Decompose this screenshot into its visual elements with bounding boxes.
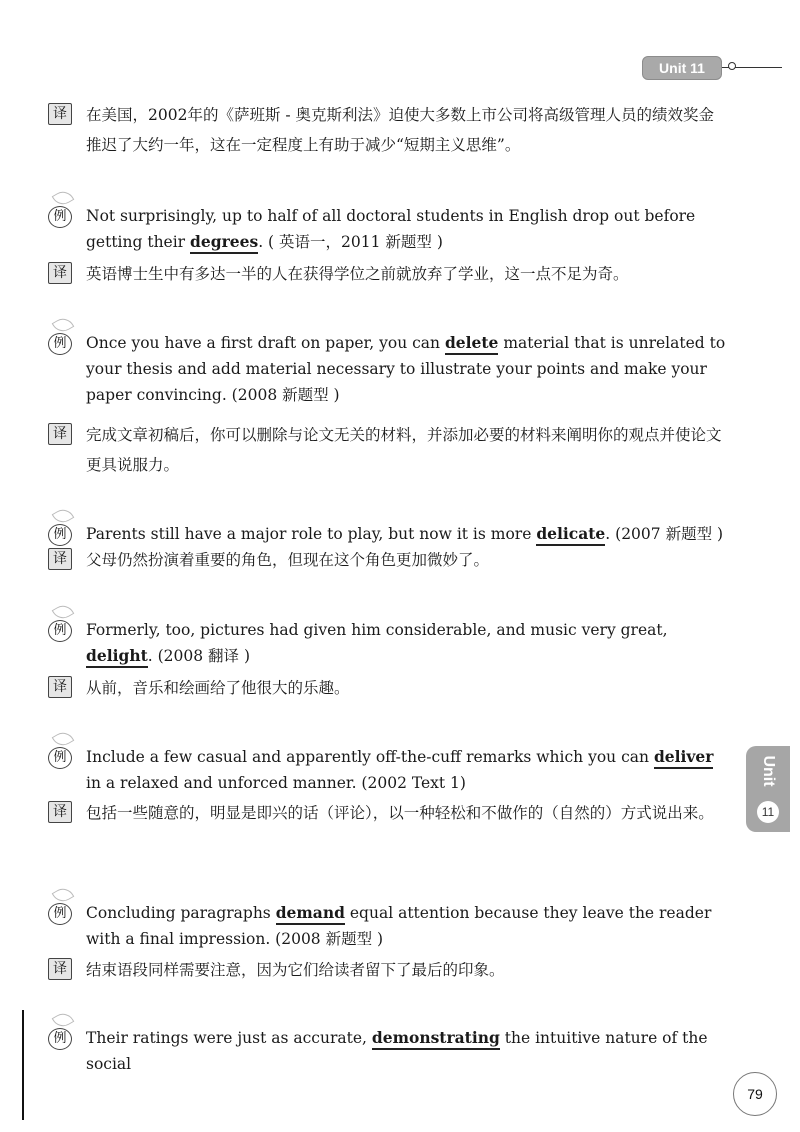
vocab-keyword: delete (445, 333, 498, 355)
example-marker-icon: 例 (48, 747, 72, 769)
example-entry (48, 330, 728, 408)
translation-marker-icon: 译 (48, 103, 72, 125)
margin-rule (22, 1010, 24, 1120)
example-entry (48, 521, 728, 547)
example-marker-icon: 例 (48, 903, 72, 925)
translation-text: 在美国，2002年的《萨班斯 - 奥克斯利法》迫使大多数上市公司将高级管理人员的绩效奖金推迟了大约一年，这在一定程度上有助于减少“短期主义思维”。 (86, 106, 715, 154)
example-text-before: Formerly, too, pictures had given him considerable, and music very great, (86, 621, 668, 639)
example-text-before: Once you have a first draft on paper, you can (86, 334, 445, 352)
example-entry (48, 203, 728, 255)
translation-marker-icon: 译 (48, 262, 72, 284)
example-marker-icon: 例 (48, 524, 72, 546)
translation-marker-icon: 译 (48, 676, 72, 698)
example-text-after: the intuitive nature of the social (86, 1029, 708, 1073)
example-text-after: . ( 英语一，2011 新题型 ) (258, 233, 443, 251)
example-entry (48, 1025, 728, 1077)
translation-marker-icon: 译 (48, 548, 72, 570)
translation-text: 包括一些随意的，明显是即兴的话（评论），以一种轻松和不做作的（自然的）方式说出来。 (86, 804, 714, 822)
vocab-keyword: demonstrating (372, 1028, 500, 1050)
example-text-after: . (2008 翻译 ) (147, 647, 250, 665)
translation-entry (48, 545, 728, 575)
translation-entry (48, 798, 728, 828)
translation-entry (48, 100, 728, 160)
side-tab-number: 11 (757, 801, 779, 823)
translation-text: 完成文章初稿后，你可以删除与论文无关的材料，并添加必要的材料来阐明你的观点并使论文更具说服力。 (86, 426, 722, 474)
translation-text: 父母仍然扮演着重要的角色，但现在这个角色更加微妙了。 (86, 551, 490, 569)
example-text-before: Include a few casual and apparently off-the-cuff remarks which you can (86, 748, 654, 766)
translation-entry (48, 259, 728, 289)
translation-text: 英语博士生中有多达一半的人在获得学位之前就放弃了学业，这一点不足为奇。 (86, 265, 629, 283)
example-entry (48, 900, 728, 952)
example-text-after: material that is unrelated to your thesis and add material necessary to illustrate your points and make your paper convincing. (2008 新题型 ) (86, 334, 726, 404)
example-text-before: Their ratings were just as accurate, (86, 1029, 372, 1047)
unit-header-tab: Unit 11 (642, 56, 722, 80)
side-unit-tab (746, 746, 790, 832)
example-text-before: Parents still have a major role to play, but now it is more (86, 525, 537, 543)
vocab-keyword: deliver (654, 747, 714, 769)
example-entry (48, 617, 728, 669)
example-marker-icon: 例 (48, 1028, 72, 1050)
example-entry (48, 744, 728, 796)
page-number: 79 (733, 1072, 777, 1116)
translation-marker-icon: 译 (48, 958, 72, 980)
translation-entry (48, 955, 728, 985)
example-marker-icon: 例 (48, 333, 72, 355)
example-text-after: . (2007 新题型 ) (605, 525, 724, 543)
example-text-before: Not surprisingly, up to half of all doctoral students in English drop out before getting their (86, 207, 696, 251)
vocab-keyword: degrees (190, 232, 258, 254)
example-marker-icon: 例 (48, 206, 72, 228)
vocab-keyword: delight (86, 646, 148, 668)
example-marker-icon: 例 (48, 620, 72, 642)
translation-text: 结束语段同样需要注意，因为它们给读者留下了最后的印象。 (86, 961, 505, 979)
translation-entry (48, 420, 728, 480)
translation-text: 从前，音乐和绘画给了他很大的乐趣。 (86, 679, 350, 697)
translation-marker-icon: 译 (48, 423, 72, 445)
header-rule-dot (728, 62, 736, 70)
side-tab-label: Unit (760, 755, 777, 787)
translation-entry (48, 673, 728, 703)
translation-marker-icon: 译 (48, 801, 72, 823)
vocab-keyword: demand (276, 903, 345, 925)
vocab-keyword: delicate (536, 524, 605, 546)
example-text-after: in a relaxed and unforced manner. (2002 Text 1) (86, 774, 466, 792)
example-text-after: equal attention because they leave the reader with a final impression. (2008 新题型 ) (86, 904, 712, 948)
example-text-before: Concluding paragraphs (86, 904, 276, 922)
